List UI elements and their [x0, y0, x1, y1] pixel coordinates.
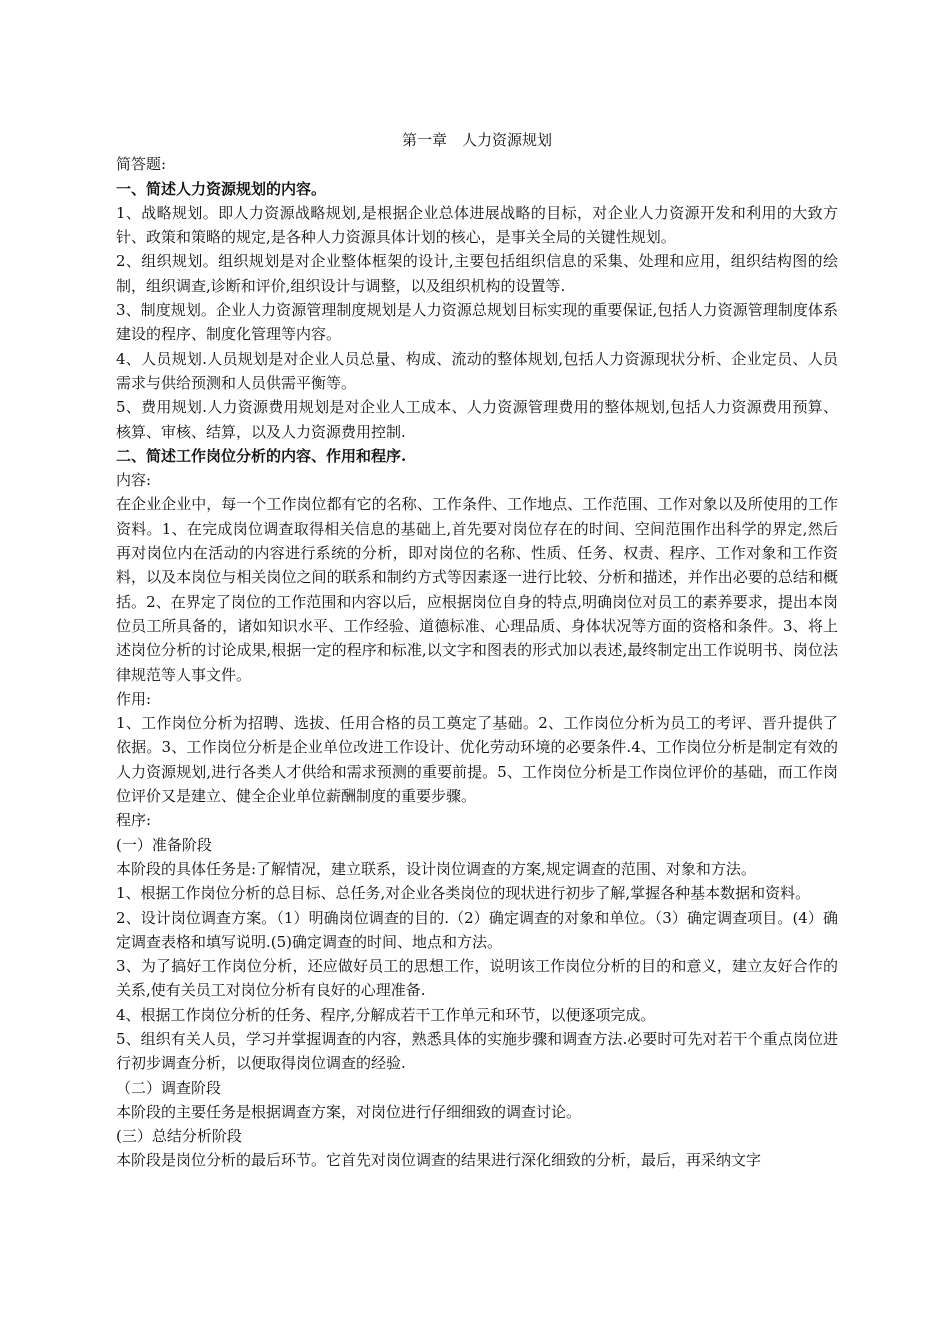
paragraph-list: [116, 152, 838, 1172]
paragraph: 本阶段的具体任务是:了解情况，建立联系，设计岗位调查的方案,规定调查的范围、对象和方法。: [116, 859, 756, 878]
paragraph: 在企业企业中，每一个工作岗位都有它的名称、工作条件、工作地点、工作范围、工作对象以及所使用的工作资料。1、在完成岗位调查取得相关信息的基础上,首先要对岗位存在的时间、空间范围作出科学的界定,然后再对岗位内在活动的内容进行系统的分析，即对岗位的名称、性质、任务、权责、程序、工作对象和工作资料，以及本岗位与相关岗位之间的联系和制约方式等因素逐一进行比较、分析和描述，并作出必要的总结和概括。2、在界定了岗位的工作范围和内容以后，应根据岗位自身的特点,明确岗位对员工的素养要求，提出本岗位员工所具备的，诸如知识水平、工作经验、道德标准、心理品质、身体状况等方面的资格和条件。3、将上述岗位分析的讨论成果,根据一定的程序和标准,以文字和图表的形式加以表述,最终制定出工作说明书、岗位法律规范等人事文件。: [116, 495, 838, 684]
paragraph: 本阶段的主要任务是根据调查方案，对岗位进行仔细细致的调查讨论。: [116, 1102, 582, 1121]
document-body: [116, 128, 838, 1173]
paragraph: 4、根据工作岗位分析的任务、程序,分解成若干工作单元和环节，以便逐项完成。: [116, 1005, 656, 1024]
paragraph: 1、根据工作岗位分析的总目标、总任务,对企业各类岗位的现状进行初步了解,掌握各种基本数据和资料。: [116, 884, 811, 903]
paragraph: 2、组织规划。组织规划是对企业整体框架的设计,主要包括组织信息的采集、处理和应用，组织结构图的绘制，组织调查,诊断和评价,组织设计与调整，以及组织机构的设置等.: [116, 252, 838, 295]
paragraph: （二）调查阶段: [116, 1078, 222, 1097]
paragraph: (三）总结分析阶段: [116, 1127, 242, 1146]
paragraph: 1、工作岗位分析为招聘、选拔、任用合格的员工奠定了基础。2、工作岗位分析为员工的考评、晋升提供了依据。3、工作岗位分析是企业单位改进工作设计、优化劳动环境的必要条件.4、工作岗位分析是制定有效的人力资源规划,进行各类人才供给和需求预测的重要前提。5、工作岗位分析是工作岗位评价的基础，而工作岗位评价又是建立、健全企业单位薪酬制度的重要步骤。: [116, 714, 838, 806]
chapter-title: 第一章 人力资源规划: [401, 131, 552, 149]
section-heading: 一、简述人力资源规划的内容。: [116, 179, 327, 198]
paragraph: 作用:: [116, 689, 152, 708]
paragraph: 2、设计岗位调查方案。（1）明确岗位调查的目的.（2）确定调查的对象和单位。（3）确定调查项目。(4）确定调查表格和填写说明.(5)确定调查的时间、地点和方法。: [116, 908, 838, 951]
paragraph: 1、战略规划。即人力资源战略规划,是根据企业总体进展战略的目标，对企业人力资源开发和利用的大致方针、政策和策略的规定,是各种人力资源具体计划的核心，是事关全局的关键性规划。: [116, 203, 838, 247]
paragraph: 5、费用规划.人力资源费用规划是对企业人工成本、人力资源管理费用的整体规划,包括人力资源费用预算、核算、审核、结算，以及人力资源费用控制.: [116, 398, 838, 441]
paragraph: 3、制度规划。企业人力资源管理制度规划是人力资源总规划目标实现的重要保证,包括人力资源管理制度体系建设的程序、制度化管理等内容。: [116, 301, 838, 344]
paragraph: 简答题:: [116, 155, 167, 174]
paragraph: 4、人员规划.人员规划是对企业人员总量、构成、流动的整体规划,包括人力资源现状分析、企业定员、人员需求与供给预测和人员供需平衡等。: [116, 349, 838, 392]
paragraph: 5、组织有关人员，学习并掌握调查的内容，熟悉具体的实施步骤和调查方法.必要时可先对若干个重点岗位进行初步调查分析，以便取得岗位调查的经验.: [116, 1029, 838, 1073]
paragraph: (一）准备阶段: [116, 835, 212, 854]
paragraph: 本阶段是岗位分析的最后环节。它首先对岗位调查的结果进行深化细致的分析，最后，再采纳文字: [116, 1151, 762, 1170]
paragraph: 3、为了搞好工作岗位分析，还应做好员工的思想工作，说明该工作岗位分析的目的和意义，建立友好合作的关系,使有关员工对岗位分析有良好的心理准备.: [116, 957, 838, 1000]
section-heading: 二、简述工作岗位分析的内容、作用和程序.: [116, 446, 407, 465]
paragraph: 内容:: [116, 471, 152, 490]
paragraph: 程序:: [116, 811, 152, 830]
